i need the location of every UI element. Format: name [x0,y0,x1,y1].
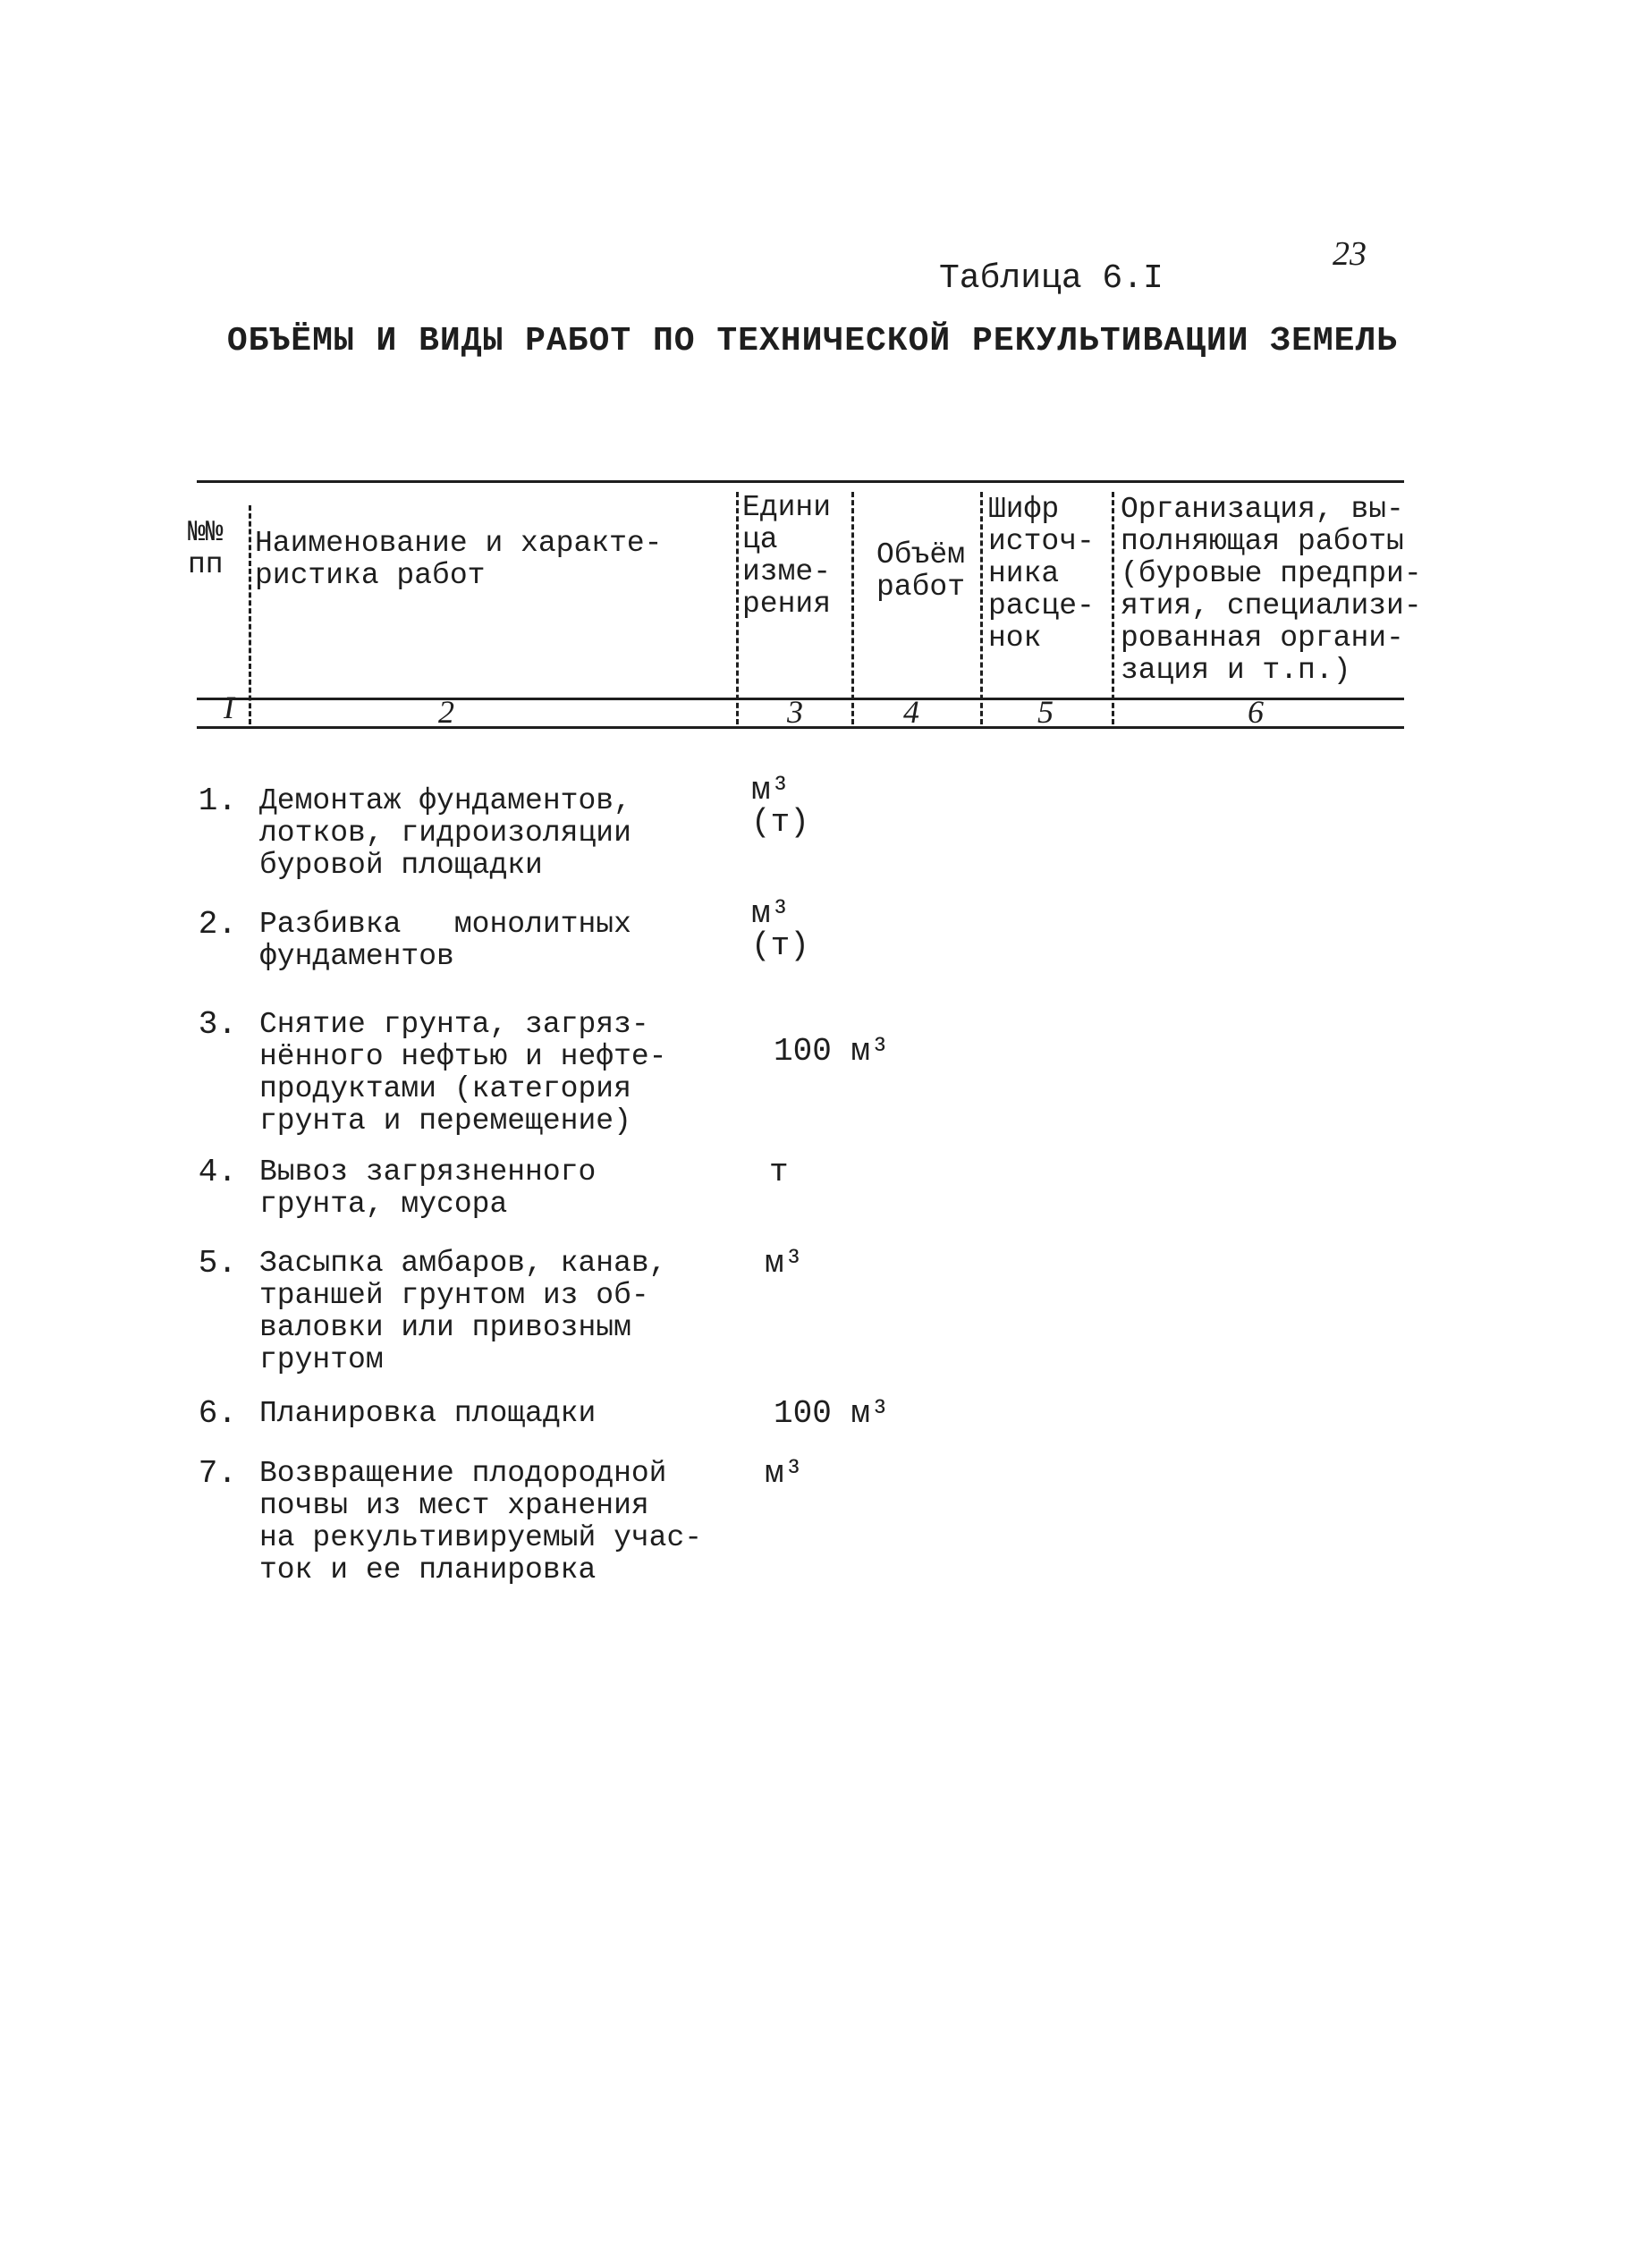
row-number: 2. [198,906,237,943]
row-name: Демонтаж фундаментов, лотков, гидроизоляции буровой площадки [259,784,631,882]
column-number: I [224,690,234,725]
row-name: Планировка площадки [259,1397,597,1430]
row-number: 1. [198,783,237,819]
column-number: 3 [787,694,803,730]
row-number: 5. [198,1245,237,1282]
table-label: Таблица 6.I [939,259,1164,298]
column-divider [736,492,739,724]
row-number: 7. [198,1455,237,1492]
header-col-name: Наименование и характе- ристика работ [255,527,663,592]
row-name: Засыпка амбаров, канав, траншей грунтом из об- валовки или привозным грунтом [259,1247,667,1376]
row-unit: м³ [765,1245,804,1282]
row-unit: т [769,1154,789,1190]
row-unit: м³ (т) [751,895,809,964]
row-name: Снятие грунта, загряз- нённого нефтью и нефте- продуктами (категория грунта и перемещение) [259,1008,667,1138]
header-col-number: №№ пп [188,516,224,581]
column-divider [980,492,983,724]
row-unit: м³ (т) [751,772,809,841]
row-unit: м³ [765,1455,804,1492]
header-col-unit: Едини ца изме- рения [742,491,832,621]
header-col-code: Шифр источ- ника расце- нок [988,493,1095,655]
header-col-organization: Организация, вы- полняющая работы (буровые предпри- ятия, специализи- рованная органи- зация и т.п.) [1121,493,1422,687]
row-name: Разбивка монолитных фундаментов [259,908,631,973]
row-number: 4. [198,1154,237,1190]
document-title: ОБЪЁМЫ И ВИДЫ РАБОТ ПО ТЕХНИЧЕСКОЙ РЕКУЛЬТИВАЦИИ ЗЕМЕЛЬ [226,322,1399,360]
row-number: 6. [198,1395,237,1432]
row-name: Вывоз загрязненного грунта, мусора [259,1155,597,1221]
table-top-rule [197,480,1404,483]
column-divider [249,505,251,724]
column-number: 4 [903,694,919,730]
row-name: Возвращение плодородной почвы из мест хранения на рекультивируемый учас- ток и ее планировка [259,1457,703,1587]
column-number: 2 [438,694,454,730]
column-divider [851,492,854,724]
column-divider [1112,492,1114,724]
header-col-volume: Объём работ [876,538,966,604]
row-unit: 100 м³ [774,1033,890,1070]
column-number: 6 [1248,694,1264,730]
column-number: 5 [1037,694,1054,730]
page-number: 23 [1333,235,1367,273]
row-unit: 100 м³ [774,1395,890,1432]
row-number: 3. [198,1006,237,1043]
